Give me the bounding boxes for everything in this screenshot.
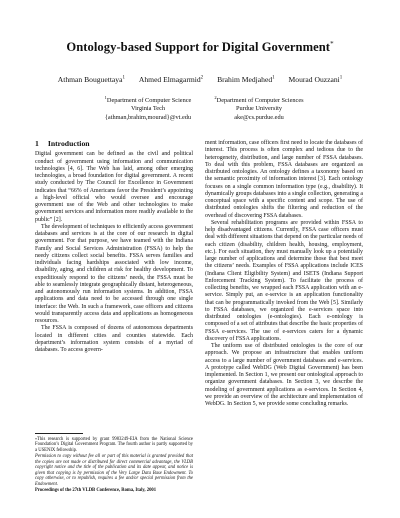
section-heading: 1 Introduction [35,139,90,148]
body-paragraph: ment information, case officers first need to locate the databases of interest. This process is often complex and tedious due to the heterogeneity, distribution, and large number of FSSA databases. To deal with this problem, FSSA databases are organized as distributed ontologies. An ontology defines a taxonomy based on the semantic proximity of information interest [3]. Each ontology focuses on a single common information type (e.g., disability). It dynamically groups databases into a single collection, generating a conceptual space with a specific content and scope. The use of distributed ontologies shifts the filtering and reduction of the overhead of discovering FSSA databases. [205,140,363,219]
author-email: {athman,brahim,mourad}@vt.edu [104,113,192,121]
author-name: Mourad Ouzzani$^1$ [288,75,343,84]
proceedings-line: Proceedings of the 27th VLDB Conference, Roma, Italy, 2001 [35,488,157,494]
paper-title-text: Ontology-based Support for Digital Government [66,40,331,55]
body-paragraph: Several rehabilitation programs are provided within FSSA to help disadvantaged citizens. Currently, FSSA case officers must deal with different situations that depend on the particular needs of each citizen (disability, children health, housing, employment, etc.). For each situation, they must manually look up a potentially large number of applications and determine those that best meet the citizens’ needs. Examples of FSSA applications include ICES (Indiana Client Eligibility System) and ISETS (Indiana Support Enforcement Tracking System). To facilitate the process of collecting benefits, we wrapped each FSSA application with an e-service. Simply put, an e-service is an application functionality that can be programmatically invoked from the Web [5]. Similarly to FSSA databases, we organized the e-services space into distributed ontologies (e-ontologies). Each e-ontology is composed of a set of attributes that describe the basic properties of FSSA e-services. The use of e-services caters for a dynamic discovery of FSSA applications. [205,219,363,342]
copyright-notice: Permission to copy without fee all or part of this material is granted provided that the copies are not made or distributed for direct commercial advantage, the VLDB copyright notice and the title of the publication and its date appear, and notice is given that copying is by permission of the Very Large Data Base Endowment. To copy otherwise, or to republish, requires a fee and/or special permission from the Endowment. [35,454,193,487]
body-paragraph: The development of techniques to efficiently access government databases and services is at the core of our research in digital government. For that purpose, we have teamed with the Indiana Family and Social Services Administration (FSSA) to help the needy citizens collect social benefits. FSSA serves families and individuals facing hardships associated with low income, disability, aging, and children at risk for healthy development. To expeditiously respond to the citizens’ needs, the FSSA must be able to seamlessly integrate geographically distant, heterogeneous, and autonomously run information systems. In addition, FSSA applications and data need to be accessed through one single interface: the Web. In such a framework, case officers and citizens would transparently access data and applications as homogeneous resources. [35,223,193,324]
funding-footnote: *This research is supported by grant 9983249-EIA from the National Science Foundation’s Digital Government Program. The fourth author is partly supported by a USENIX fellowship. [35,437,193,453]
author-email: ake@cs.purdue.edu [234,113,284,121]
left-column [35,140,193,354]
author-name: Ahmed Elmagarmid$^2$ [138,75,204,84]
paper-title [0,40,400,55]
author-name: Brahim Medjahed$^1$ [217,75,275,84]
footnote-rule [35,433,83,434]
affiliation-purdue: $^2$Department of Computer Sciences Purdue University ake@cs.purdue.edu [184,94,334,122]
right-column [205,140,363,408]
footnotes [35,437,193,495]
body-paragraph: The uniform use of distributed ontologies is the core of our approach. We propose an infrastructure that enables uniform access to a large number of government databases and e-services. A prototype called WebDG (Web Digital Government) has been implemented. In Section 1, we present our ontological approach to organize government databases. In Section 3, we describe the modeling of government applications as e-services. In Section 4, we provide an overview of the architecture and implementation of WebDG. In Section 5, we provide some concluding remarks. [205,343,363,407]
body-paragraph: Digital government can be defined as the civil and political conduct of government using information and communication technologies [4, 6]. The Web has laid, among other emerging technologies, a broad foundation for digital government. A recent study conducted by The Council for Excellence in Government indicates that “66% of Americans favor the President’s appointing a high-level official who would oversee and encourage government use of the Web and other technologies to make government services and information more readily available to the public” [2]. [35,151,193,223]
affiliation-virginia-tech: $^1$Department of Computer Science Virginia Tech {athman,brahim,mourad}@vt.edu [73,94,223,122]
author-list [0,75,400,84]
author-name: Athman Bouguettaya$^1$ [57,75,125,84]
body-paragraph: The FSSA is composed of dozens of autonomous departments located in different cities and counties statewide. Each department’s information system consists of a myriad of databases. To access govern- [35,325,193,353]
title-footnote-mark: * [330,40,334,48]
